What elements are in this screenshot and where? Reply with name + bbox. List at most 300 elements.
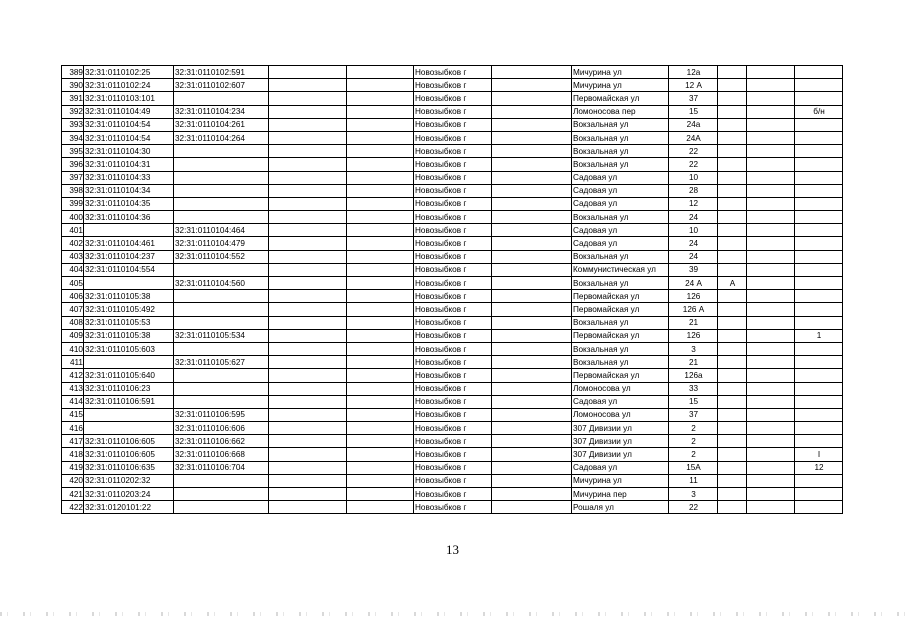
- apartment-cell: [795, 92, 843, 105]
- empty-cell: [347, 474, 414, 487]
- house-number-cell: 33: [669, 382, 718, 395]
- table-row: [62, 250, 843, 263]
- empty-cell: [747, 145, 795, 158]
- letter-cell: [718, 66, 747, 79]
- table-row: [62, 474, 843, 487]
- empty-cell: [492, 184, 572, 197]
- letter-cell: [718, 395, 747, 408]
- empty-cell: [747, 224, 795, 237]
- empty-cell: [747, 461, 795, 474]
- empty-cell: [347, 290, 414, 303]
- letter-cell: [718, 382, 747, 395]
- street-cell: Вокзальная ул: [572, 145, 669, 158]
- city-cell: Новозыбков г: [414, 488, 492, 501]
- row-number: 396: [62, 158, 84, 171]
- page-number: 13: [446, 542, 459, 557]
- city-cell: Новозыбков г: [414, 461, 492, 474]
- empty-cell: [747, 474, 795, 487]
- table-row: [62, 277, 843, 290]
- house-number-cell: 22: [669, 501, 718, 514]
- house-number-cell: 12: [669, 197, 718, 210]
- apartment-cell: [795, 237, 843, 250]
- empty-cell: [747, 316, 795, 329]
- empty-cell: [747, 197, 795, 210]
- table-row: [62, 263, 843, 276]
- empty-cell: [347, 171, 414, 184]
- table-row: [62, 342, 843, 355]
- cadastral-number-parcel: 32:31:0110202:32: [84, 474, 174, 487]
- empty-cell: [492, 171, 572, 184]
- letter-cell: [718, 224, 747, 237]
- apartment-cell: [795, 474, 843, 487]
- letter-cell: [718, 356, 747, 369]
- empty-cell: [492, 461, 572, 474]
- apartment-cell: [795, 408, 843, 421]
- cadastral-number-parcel: 32:31:0110106:23: [84, 382, 174, 395]
- city-cell: Новозыбков г: [414, 224, 492, 237]
- house-number-cell: 10: [669, 224, 718, 237]
- city-cell: Новозыбков г: [414, 277, 492, 290]
- table-body: [62, 66, 843, 514]
- letter-cell: [718, 131, 747, 144]
- cadastral-number-parcel: 32:31:0110104:34: [84, 184, 174, 197]
- empty-cell: [747, 184, 795, 197]
- letter-cell: [718, 79, 747, 92]
- cadastral-number-parcel: 32:31:0110105:492: [84, 303, 174, 316]
- house-number-cell: 2: [669, 435, 718, 448]
- empty-cell: [269, 290, 347, 303]
- letter-cell: [718, 105, 747, 118]
- table-row: [62, 329, 843, 342]
- letter-cell: [718, 435, 747, 448]
- cadastral-number-building: [174, 488, 269, 501]
- row-number: 421: [62, 488, 84, 501]
- empty-cell: [347, 395, 414, 408]
- empty-cell: [269, 277, 347, 290]
- empty-cell: [747, 448, 795, 461]
- letter-cell: [718, 237, 747, 250]
- row-number: 409: [62, 329, 84, 342]
- street-cell: Первомайская ул: [572, 303, 669, 316]
- row-number: 413: [62, 382, 84, 395]
- row-number: 420: [62, 474, 84, 487]
- empty-cell: [492, 382, 572, 395]
- city-cell: Новозыбков г: [414, 395, 492, 408]
- cadastral-number-building: [174, 501, 269, 514]
- empty-cell: [747, 250, 795, 263]
- house-number-cell: 21: [669, 316, 718, 329]
- house-number-cell: 24: [669, 237, 718, 250]
- street-cell: Вокзальная ул: [572, 118, 669, 131]
- empty-cell: [492, 211, 572, 224]
- row-number: 404: [62, 263, 84, 276]
- empty-cell: [747, 290, 795, 303]
- cadastral-number-building: 32:31:0110104:560: [174, 277, 269, 290]
- apartment-cell: [795, 435, 843, 448]
- empty-cell: [269, 211, 347, 224]
- letter-cell: [718, 171, 747, 184]
- empty-cell: [747, 79, 795, 92]
- empty-cell: [347, 224, 414, 237]
- letter-cell: [718, 408, 747, 421]
- empty-cell: [747, 92, 795, 105]
- house-number-cell: 21: [669, 356, 718, 369]
- letter-cell: [718, 303, 747, 316]
- row-number: 390: [62, 79, 84, 92]
- table-row: [62, 303, 843, 316]
- city-cell: Новозыбков г: [414, 171, 492, 184]
- street-cell: Мичурина ул: [572, 474, 669, 487]
- table-row: [62, 369, 843, 382]
- apartment-cell: 1: [795, 329, 843, 342]
- empty-cell: [269, 461, 347, 474]
- cadastral-number-parcel: 32:31:0110105:53: [84, 316, 174, 329]
- empty-cell: [347, 197, 414, 210]
- cadastral-number-building: [174, 263, 269, 276]
- cadastral-number-building: 32:31:0110105:627: [174, 356, 269, 369]
- table-row: [62, 224, 843, 237]
- apartment-cell: [795, 369, 843, 382]
- street-cell: Рошаля ул: [572, 501, 669, 514]
- street-cell: Вокзальная ул: [572, 316, 669, 329]
- cadastral-number-building: [174, 158, 269, 171]
- empty-cell: [492, 197, 572, 210]
- city-cell: Новозыбков г: [414, 422, 492, 435]
- table-row: [62, 382, 843, 395]
- table-row: [62, 448, 843, 461]
- street-cell: Ломоносова пер: [572, 105, 669, 118]
- empty-cell: [347, 66, 414, 79]
- street-cell: Садовая ул: [572, 184, 669, 197]
- cadastral-number-building: [174, 184, 269, 197]
- table-row: [62, 408, 843, 421]
- cadastral-number-parcel: 32:31:0110106:605: [84, 435, 174, 448]
- letter-cell: [718, 158, 747, 171]
- empty-cell: [747, 329, 795, 342]
- table-row: [62, 501, 843, 514]
- letter-cell: [718, 422, 747, 435]
- empty-cell: [347, 263, 414, 276]
- apartment-cell: [795, 342, 843, 355]
- city-cell: Новозыбков г: [414, 250, 492, 263]
- city-cell: Новозыбков г: [414, 237, 492, 250]
- row-number: 414: [62, 395, 84, 408]
- cadastral-number-building: [174, 171, 269, 184]
- apartment-cell: [795, 184, 843, 197]
- empty-cell: [269, 92, 347, 105]
- letter-cell: [718, 474, 747, 487]
- street-cell: Садовая ул: [572, 237, 669, 250]
- street-cell: Вокзальная ул: [572, 131, 669, 144]
- street-cell: Садовая ул: [572, 197, 669, 210]
- house-number-cell: 22: [669, 145, 718, 158]
- city-cell: Новозыбков г: [414, 474, 492, 487]
- row-number: 419: [62, 461, 84, 474]
- empty-cell: [269, 395, 347, 408]
- row-number: 415: [62, 408, 84, 421]
- table-row: [62, 422, 843, 435]
- cadastral-number-building: [174, 290, 269, 303]
- row-number: 389: [62, 66, 84, 79]
- cadastral-number-building: [174, 382, 269, 395]
- house-number-cell: 3: [669, 342, 718, 355]
- city-cell: Новозыбков г: [414, 118, 492, 131]
- apartment-cell: [795, 488, 843, 501]
- city-cell: Новозыбков г: [414, 435, 492, 448]
- street-cell: Вокзальная ул: [572, 342, 669, 355]
- cadastral-number-parcel: 32:31:0110106:591: [84, 395, 174, 408]
- cadastral-number-parcel: 32:31:0120101:22: [84, 501, 174, 514]
- cadastral-number-building: 32:31:0110106:595: [174, 408, 269, 421]
- letter-cell: [718, 184, 747, 197]
- table-row: [62, 435, 843, 448]
- empty-cell: [269, 303, 347, 316]
- cadastral-number-parcel: 32:31:0110104:54: [84, 118, 174, 131]
- empty-cell: [347, 79, 414, 92]
- house-number-cell: 24: [669, 250, 718, 263]
- empty-cell: [347, 211, 414, 224]
- letter-cell: [718, 290, 747, 303]
- empty-cell: [269, 342, 347, 355]
- empty-cell: [747, 105, 795, 118]
- row-number: 410: [62, 342, 84, 355]
- empty-cell: [347, 158, 414, 171]
- letter-cell: [718, 369, 747, 382]
- empty-cell: [269, 184, 347, 197]
- street-cell: Первомайская ул: [572, 329, 669, 342]
- city-cell: Новозыбков г: [414, 105, 492, 118]
- empty-cell: [747, 488, 795, 501]
- street-cell: Первомайская ул: [572, 290, 669, 303]
- city-cell: Новозыбков г: [414, 356, 492, 369]
- letter-cell: [718, 118, 747, 131]
- empty-cell: [347, 277, 414, 290]
- empty-cell: [747, 263, 795, 276]
- row-number: 418: [62, 448, 84, 461]
- cadastral-number-building: 32:31:0110104:264: [174, 131, 269, 144]
- empty-cell: [347, 435, 414, 448]
- cadastral-number-parcel: 32:31:0110105:640: [84, 369, 174, 382]
- empty-cell: [492, 131, 572, 144]
- street-cell: Вокзальная ул: [572, 277, 669, 290]
- empty-cell: [347, 145, 414, 158]
- letter-cell: [718, 488, 747, 501]
- empty-cell: [492, 435, 572, 448]
- city-cell: Новозыбков г: [414, 501, 492, 514]
- empty-cell: [492, 66, 572, 79]
- empty-cell: [492, 422, 572, 435]
- empty-cell: [347, 488, 414, 501]
- empty-cell: [269, 224, 347, 237]
- street-cell: Первомайская ул: [572, 369, 669, 382]
- table-row: [62, 356, 843, 369]
- cadastral-number-building: 32:31:0110104:464: [174, 224, 269, 237]
- street-cell: Вокзальная ул: [572, 158, 669, 171]
- empty-cell: [492, 158, 572, 171]
- empty-cell: [747, 382, 795, 395]
- empty-cell: [347, 250, 414, 263]
- empty-cell: [347, 92, 414, 105]
- house-number-cell: 28: [669, 184, 718, 197]
- cadastral-number-parcel: 32:31:0110104:36: [84, 211, 174, 224]
- apartment-cell: [795, 197, 843, 210]
- apartment-cell: [795, 66, 843, 79]
- empty-cell: [747, 435, 795, 448]
- empty-cell: [347, 303, 414, 316]
- table-row: [62, 316, 843, 329]
- cadastral-number-parcel: 32:31:0110102:24: [84, 79, 174, 92]
- cadastral-number-parcel: 32:31:0110106:605: [84, 448, 174, 461]
- empty-cell: [269, 237, 347, 250]
- empty-cell: [747, 211, 795, 224]
- table-row: [62, 105, 843, 118]
- letter-cell: [718, 92, 747, 105]
- street-cell: Первомайская ул: [572, 92, 669, 105]
- cadastral-number-building: 32:31:0110106:606: [174, 422, 269, 435]
- row-number: 400: [62, 211, 84, 224]
- city-cell: Новозыбков г: [414, 290, 492, 303]
- table-row: [62, 79, 843, 92]
- cadastral-number-parcel: [84, 422, 174, 435]
- row-number: 401: [62, 224, 84, 237]
- cadastral-number-building: [174, 474, 269, 487]
- row-number: 398: [62, 184, 84, 197]
- apartment-cell: [795, 422, 843, 435]
- empty-cell: [492, 263, 572, 276]
- empty-cell: [269, 501, 347, 514]
- apartment-cell: [795, 303, 843, 316]
- cadastral-number-building: [174, 145, 269, 158]
- row-number: 422: [62, 501, 84, 514]
- apartment-cell: 12: [795, 461, 843, 474]
- empty-cell: [492, 474, 572, 487]
- cadastral-number-parcel: 32:31:0110104:33: [84, 171, 174, 184]
- house-number-cell: 24А: [669, 131, 718, 144]
- cadastral-number-building: 32:31:0110106:668: [174, 448, 269, 461]
- registry-sheet: [61, 65, 843, 514]
- cadastral-number-parcel: 32:31:0110104:30: [84, 145, 174, 158]
- cadastral-number-parcel: 32:31:0110105:38: [84, 290, 174, 303]
- row-number: 416: [62, 422, 84, 435]
- apartment-cell: [795, 224, 843, 237]
- letter-cell: [718, 461, 747, 474]
- row-number: 397: [62, 171, 84, 184]
- empty-cell: [492, 92, 572, 105]
- street-cell: Вокзальная ул: [572, 211, 669, 224]
- empty-cell: [747, 237, 795, 250]
- cadastral-number-parcel: [84, 408, 174, 421]
- empty-cell: [269, 158, 347, 171]
- letter-cell: [718, 501, 747, 514]
- cadastral-number-parcel: 32:31:0110104:461: [84, 237, 174, 250]
- cadastral-number-building: 32:31:0110105:534: [174, 329, 269, 342]
- empty-cell: [747, 66, 795, 79]
- house-number-cell: 15: [669, 105, 718, 118]
- city-cell: Новозыбков г: [414, 131, 492, 144]
- apartment-cell: [795, 356, 843, 369]
- city-cell: Новозыбков г: [414, 369, 492, 382]
- empty-cell: [269, 66, 347, 79]
- cadastral-number-parcel: 32:31:0110104:554: [84, 263, 174, 276]
- letter-cell: [718, 250, 747, 263]
- table-row: [62, 158, 843, 171]
- letter-cell: [718, 145, 747, 158]
- row-number: 399: [62, 197, 84, 210]
- empty-cell: [347, 448, 414, 461]
- street-cell: Садовая ул: [572, 395, 669, 408]
- empty-cell: [269, 408, 347, 421]
- table-row: [62, 197, 843, 210]
- apartment-cell: [795, 145, 843, 158]
- street-cell: Ломоносова ул: [572, 382, 669, 395]
- cadastral-number-parcel: 32:31:0110104:35: [84, 197, 174, 210]
- street-cell: Мичурина пер: [572, 488, 669, 501]
- apartment-cell: [795, 211, 843, 224]
- empty-cell: [747, 277, 795, 290]
- empty-cell: [492, 316, 572, 329]
- empty-cell: [492, 105, 572, 118]
- street-cell: 307 Дивизии ул: [572, 448, 669, 461]
- apartment-cell: б/н: [795, 105, 843, 118]
- empty-cell: [347, 237, 414, 250]
- table-row: [62, 171, 843, 184]
- cadastral-number-parcel: 32:31:0110104:237: [84, 250, 174, 263]
- cadastral-number-building: 32:31:0110102:607: [174, 79, 269, 92]
- row-number: 393: [62, 118, 84, 131]
- empty-cell: [492, 303, 572, 316]
- table-row: [62, 131, 843, 144]
- cadastral-number-building: [174, 92, 269, 105]
- empty-cell: [269, 329, 347, 342]
- letter-cell: [718, 211, 747, 224]
- cadastral-number-parcel: 32:31:0110105:38: [84, 329, 174, 342]
- letter-cell: А: [718, 277, 747, 290]
- empty-cell: [269, 171, 347, 184]
- table-row: [62, 290, 843, 303]
- house-number-cell: 126а: [669, 369, 718, 382]
- city-cell: Новозыбков г: [414, 145, 492, 158]
- cadastral-number-parcel: 32:31:0110102:25: [84, 66, 174, 79]
- city-cell: Новозыбков г: [414, 448, 492, 461]
- table-row: [62, 461, 843, 474]
- house-number-cell: 24: [669, 211, 718, 224]
- apartment-cell: [795, 158, 843, 171]
- empty-cell: [492, 224, 572, 237]
- empty-cell: [747, 408, 795, 421]
- scan-artifact-edge: [0, 612, 905, 616]
- house-number-cell: 126: [669, 290, 718, 303]
- cadastral-number-parcel: 32:31:0110103:101: [84, 92, 174, 105]
- cadastral-number-building: [174, 369, 269, 382]
- row-number: 394: [62, 131, 84, 144]
- house-number-cell: 37: [669, 92, 718, 105]
- house-number-cell: 2: [669, 448, 718, 461]
- street-cell: Садовая ул: [572, 461, 669, 474]
- house-number-cell: 39: [669, 263, 718, 276]
- apartment-cell: [795, 316, 843, 329]
- empty-cell: [492, 237, 572, 250]
- empty-cell: [492, 356, 572, 369]
- table-row: [62, 237, 843, 250]
- empty-cell: [347, 382, 414, 395]
- letter-cell: [718, 197, 747, 210]
- empty-cell: [269, 131, 347, 144]
- city-cell: Новозыбков г: [414, 342, 492, 355]
- empty-cell: [747, 131, 795, 144]
- cadastral-number-building: 32:31:0110106:704: [174, 461, 269, 474]
- empty-cell: [269, 435, 347, 448]
- city-cell: Новозыбков г: [414, 382, 492, 395]
